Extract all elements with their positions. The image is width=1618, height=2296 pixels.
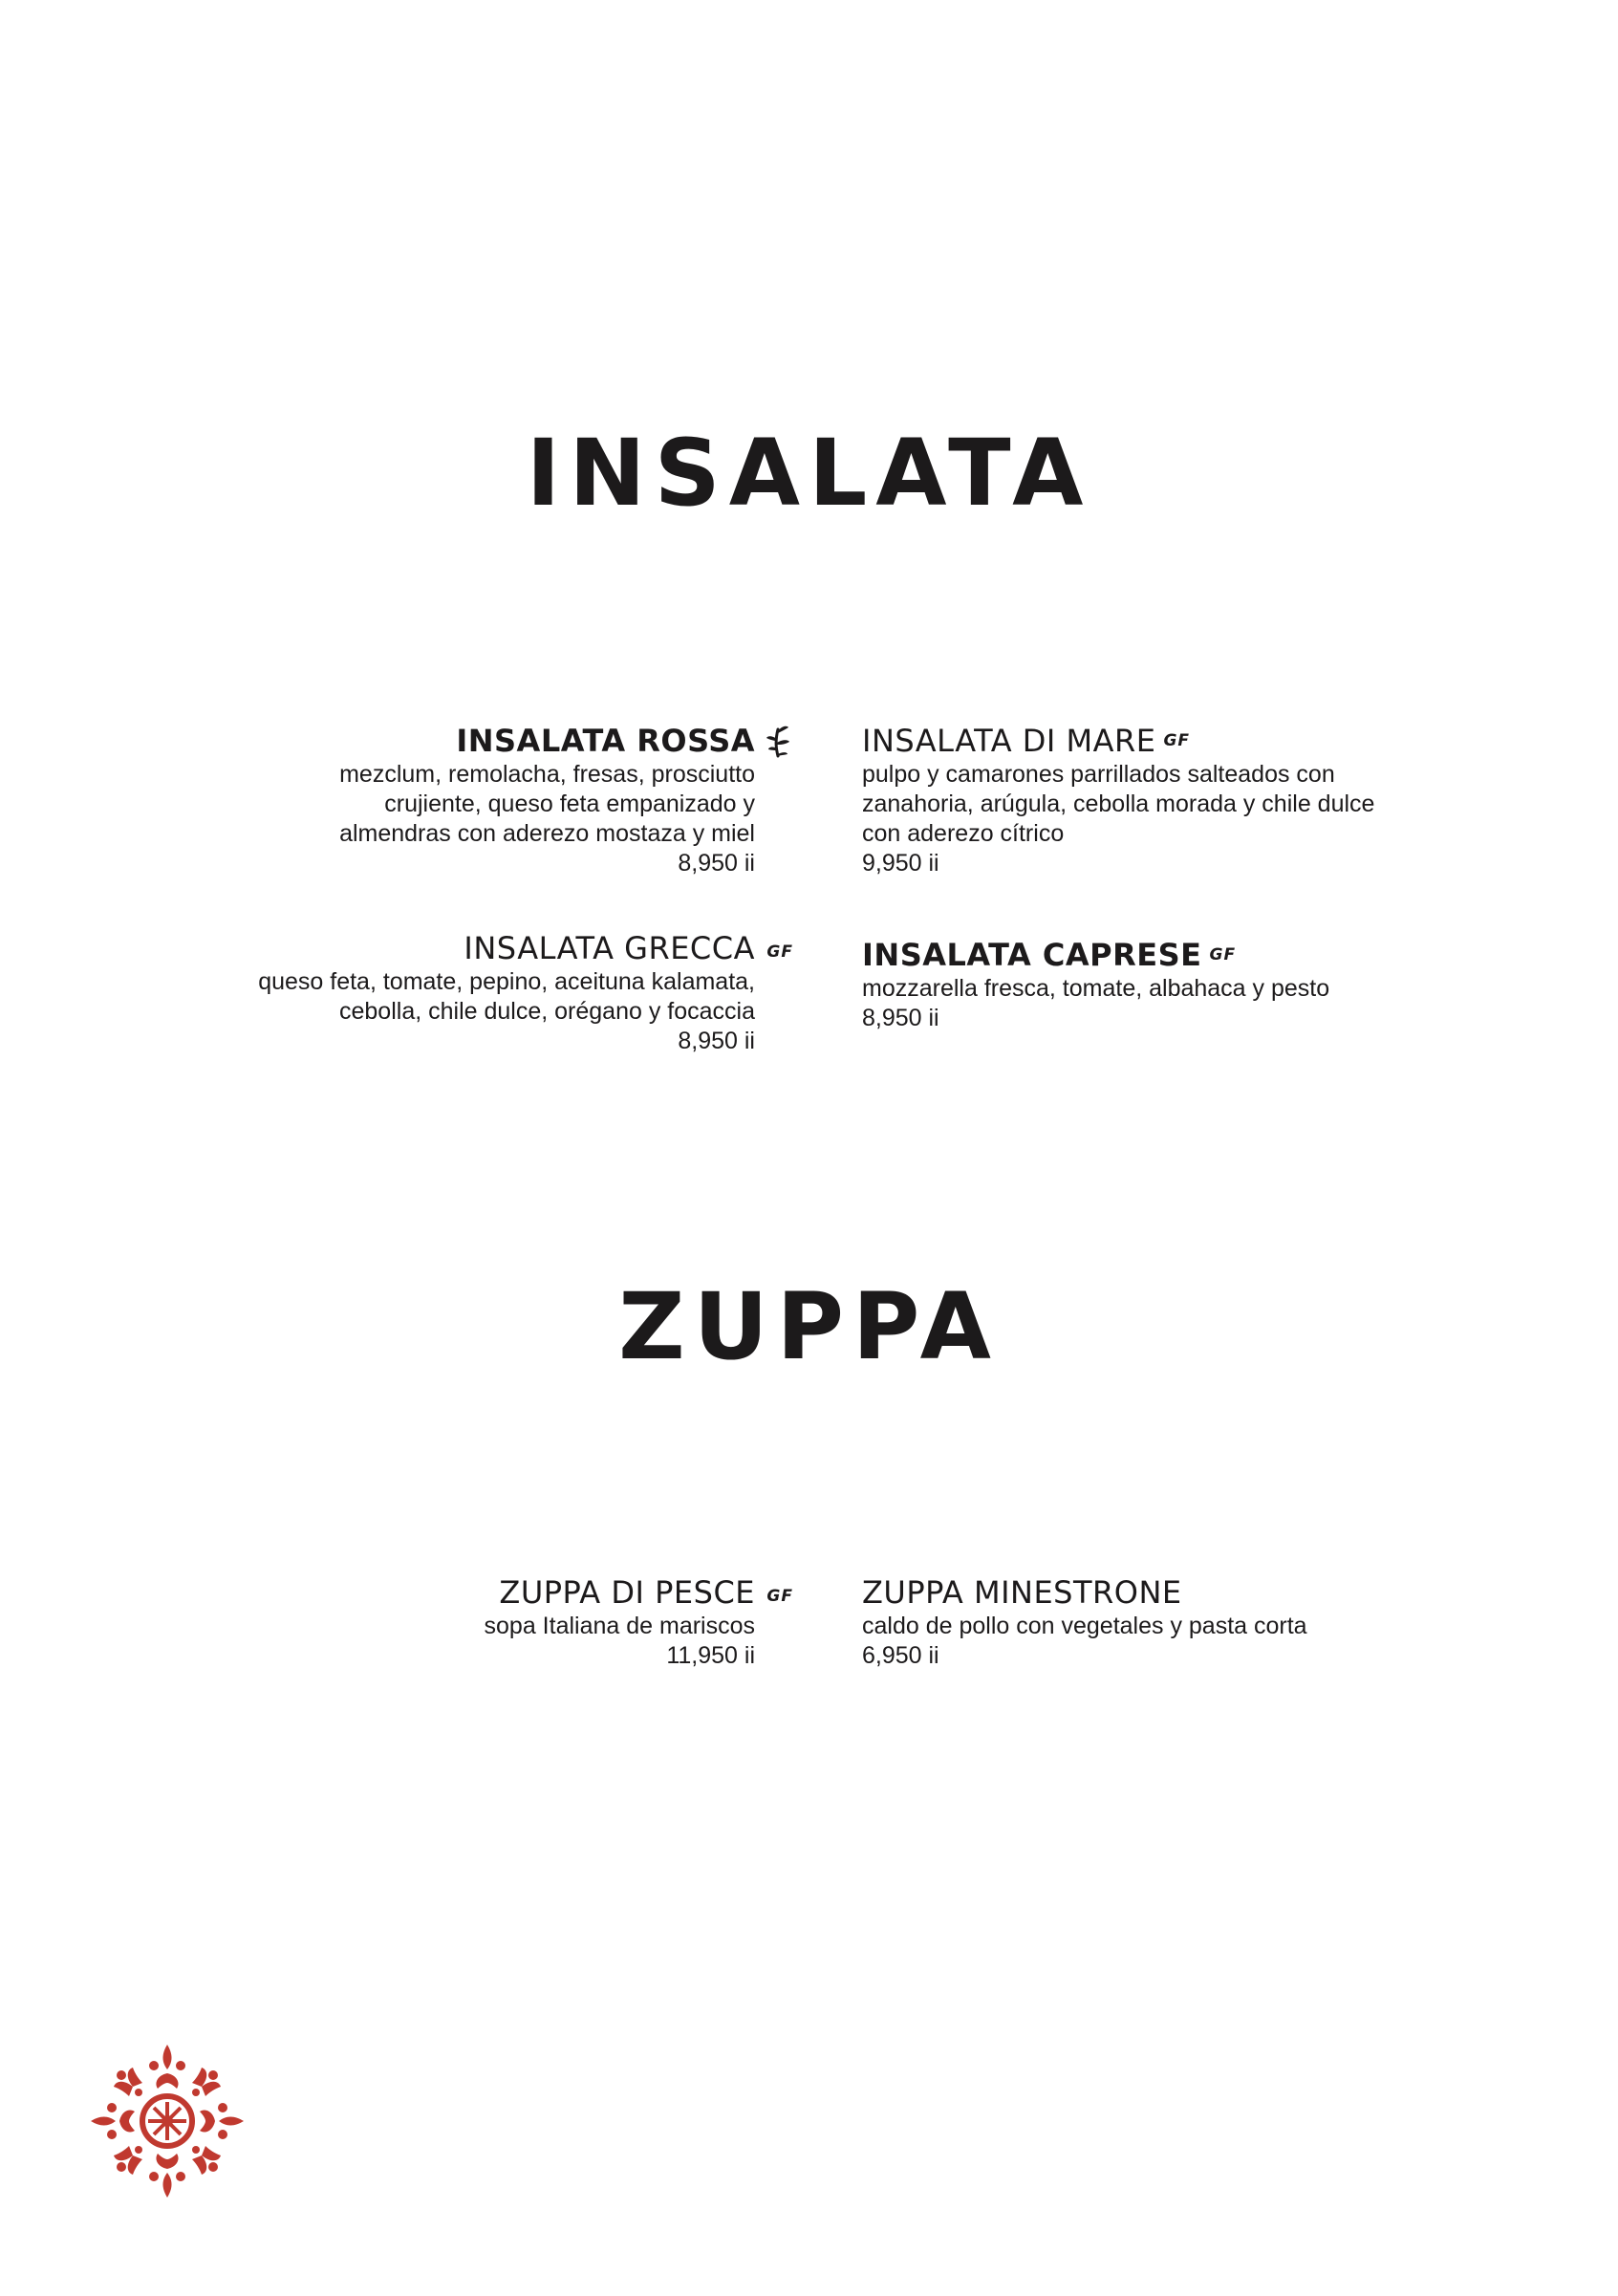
menu-item-zuppa-di-pesce (484, 1573, 793, 1671)
item-description-line: sopa Italiana de mariscos (484, 1613, 755, 1639)
item-price: 9,950 ii (862, 850, 939, 877)
menu-item-insalata-grecca (258, 929, 793, 1056)
item-description-line: mozzarella fresca, tomate, albahaca y pesto (862, 975, 1330, 1002)
item-price: 8,950 ii (862, 1005, 939, 1031)
item-description-line: mezclum, remolacha, fresas, prosciutto (339, 761, 755, 788)
item-name-text: INSALATA GRECCA (464, 930, 755, 966)
menu-item-zuppa-minestrone (862, 1573, 1307, 1671)
gluten-free-badge: GF (1163, 731, 1191, 750)
item-name-text: INSALATA DI MARE (862, 723, 1156, 759)
item-price: 11,950 ii (666, 1642, 755, 1669)
item-name (485, 1573, 793, 1612)
menu-item-insalata-caprese (862, 936, 1329, 1033)
item-description-line: cebolla, chile dulce, orégano y focaccia (339, 998, 755, 1025)
item-price: 8,950 ii (678, 1028, 755, 1054)
item-description-line: queso feta, tomate, pepino, aceituna kalamata, (258, 968, 755, 995)
item-name-text: ZUPPA MINESTRONE (862, 1574, 1182, 1611)
section-title-zuppa: ZUPPA (618, 1273, 1000, 1380)
item-name (862, 1573, 1307, 1612)
gluten-free-badge: GF (766, 1587, 793, 1606)
item-name-text: ZUPPA DI PESCE (499, 1574, 755, 1611)
item-description-line: caldo de pollo con vegetales y pasta corta (862, 1613, 1307, 1639)
item-description-line: crujiente, queso feta empanizado y (384, 791, 755, 817)
item-name (862, 936, 1329, 974)
section-title-insalata: INSALATA (526, 420, 1092, 527)
gluten-free-badge: GF (766, 942, 793, 962)
gluten-free-badge: GF (1209, 945, 1237, 964)
item-name-text: INSALATA CAPRESE (862, 937, 1202, 973)
item-description-line: zanahoria, arúgula, cebolla morada y chile dulce (862, 791, 1375, 817)
item-description-line: pulpo y camarones parrillados salteados con (862, 761, 1335, 788)
menu-item-insalata-rossa (339, 722, 755, 878)
menu-item-insalata-di-mare (862, 722, 1374, 878)
item-name (258, 929, 793, 967)
leaf-icon (765, 722, 793, 760)
ornamental-medallion-icon (88, 2042, 247, 2200)
item-description-line: con aderezo cítrico (862, 820, 1065, 847)
item-name-text: INSALATA ROSSA (456, 723, 755, 759)
item-description-line: almendras con aderezo mostaza y miel (339, 820, 755, 847)
item-price: 8,950 ii (678, 850, 755, 877)
item-name (862, 722, 1374, 760)
item-name (339, 722, 755, 760)
item-price: 6,950 ii (862, 1642, 939, 1669)
